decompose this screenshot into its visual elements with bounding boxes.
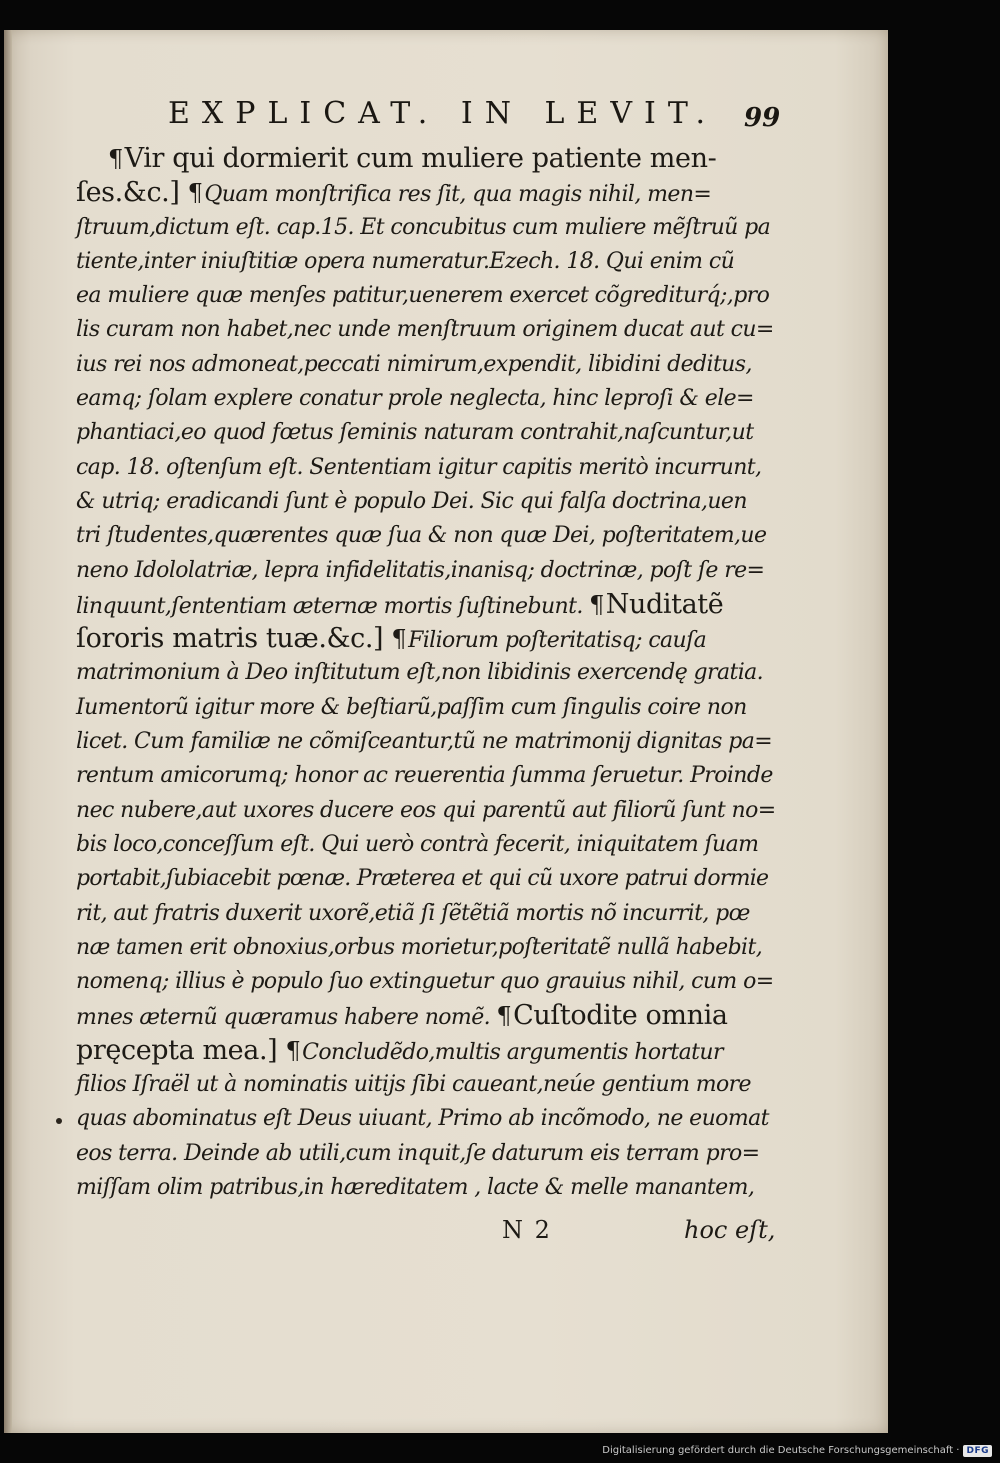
text-segment: neno Idololatriæ, lepra infidelitatis,inanisq; doctrinæ, poſt ſe re= [76,557,765,583]
text-segment: tiente,inter iniuſtitiæ opera numeratur.Ezech. 18. Qui enim cũ [76,248,735,274]
text-segment: eamq; ſolam explere conatur prole neglecta, hinc leproſi & ele= [76,386,754,412]
text-segment: Nuditatẽ [605,588,724,620]
text-segment: & utriq; eradicandi ſunt è populo Dei. Sic qui falſa doctrina,uen [76,488,747,514]
text-segment: linquunt,ſententiam æternæ mortis ſuſtinebunt. [76,593,590,619]
text-line [76,279,776,313]
text-segment: licet. Cum familiæ ne cõmiſceantur,tũ ne matrimonij dignitas pa= [76,729,773,755]
text-line [76,588,776,622]
text-line [76,622,776,656]
text-segment: tri ſtudentes,quærentes quæ ſua & non quæ Dei, poſteritatem,ue [76,523,767,549]
text-segment: filios Iſraël ut à nominatis uitijs ſibi caueant,neúe gentium more [76,1072,751,1098]
text-segment: Quam monſtrifica res ſit, qua magis nihil, men= [204,182,712,208]
text-segment: Iumentorũ igitur more & beſtiarũ,paſſim cum ſingulis coire non [76,694,747,720]
folio-number: 99 [744,103,781,133]
text-line [76,211,776,245]
text-segment: pręcepta mea.] [76,1034,286,1066]
text-segment: bis loco,conceſſum eſt. Qui uerò contrà fecerit, iniquitatem ſuam [76,831,759,857]
text-segment: quas abominatus eſt Deus uiuant, Primo ab incõmodo, ne euomat [76,1106,769,1132]
text-segment: Vir qui dormierit cum muliere patiente men‑ [124,143,717,174]
text-segment: ius rei nos admoneat,peccati nimirum,expendit, libidini deditus, [76,351,752,377]
text-segment: Cuſtodite omnia [513,1000,728,1032]
text-segment: rentum amicorumq; honor ac reuerentia ſumma ſeruetur. Proinde [76,763,773,789]
pilcrow-mark: ¶ [285,1036,301,1065]
text-line [76,862,776,896]
text-segment: matrimonium à Deo inſtitutum eſt,non libidinis exercendę gratia. [76,660,764,686]
text-segment: Concludẽdo,multis argumentis hortatur [302,1039,723,1065]
text-line [76,794,776,828]
signature-mark: N 2 [502,1216,552,1244]
text-line [76,965,776,999]
text-line [76,828,776,862]
text-line [76,313,776,347]
text-segment: rit, aut fratris duxerit uxorẽ,etiã ſi ſẽtẽtiã mortis nõ incurrit, pœ [76,900,750,926]
pilcrow-mark: ¶ [391,625,407,654]
text-line [76,1034,776,1068]
text-line [76,725,776,759]
text-line [76,999,776,1033]
text-segment: ſes.&c.] [76,177,188,209]
text-segment: portabit,ſubiacebit pœnæ. Præterea et qui cũ uxore patrui dormie [76,866,769,892]
dfg-logo: DFG [963,1445,992,1457]
text-segment: nec nubere,aut uxores ducere eos qui parentũ aut filiorũ ſunt no= [76,797,776,823]
text-line [76,519,776,553]
text-segment: næ tamen erit obnoxius,orbus morietur,poſteritatẽ nullã habebit, [76,934,763,960]
text-line [76,691,776,725]
text-line [76,142,776,176]
text-segment: cap. 18. oſtenſum eſt. Sententiam igitur capitis meritò incurrunt, [76,454,762,480]
text-line [76,382,776,416]
text-segment: ea muliere quæ menſes patitur,uenerem exercet cõgrediturq́;,pro [76,283,770,309]
text-line [76,554,776,588]
pilcrow-mark: ¶ [187,179,203,208]
text-line [76,485,776,519]
catchword: hoc eſt, [684,1216,776,1244]
text-line [76,931,776,965]
text-line [76,1102,776,1136]
text-line [76,416,776,450]
digitization-footer [602,1442,992,1459]
text-line [76,1171,776,1205]
text-segment: miſſam olim patribus,in hæreditatem , lacte & melle manantem, [76,1174,755,1200]
text-line [76,759,776,793]
text-line [76,1068,776,1102]
text-segment: ſtruum,dictum eſt. cap.15. Et concubitus cum muliere mẽſtruũ pa [76,214,771,240]
text-segment: phantiaci,eo quod fœtus ſeminis naturam contrahit,naſcuntur,ut [76,420,754,446]
footer-credit-text: Digitalisierung gefördert durch die Deutsche Forschungsgemeinschaft · [602,1445,960,1456]
text-segment: Filiorum poſteritatisq; cauſa [408,628,707,654]
text-line [76,656,776,690]
text-segment: mnes æternũ quæramus habere nomẽ. [76,1005,497,1031]
text-segment: nomenq; illius è populo ſuo extinguetur quo grauius nihil, cum o= [76,969,774,995]
pilcrow-mark: ¶ [589,590,604,619]
margin-dot-mark [56,1118,62,1124]
page-gutter-edge [4,30,12,1433]
body-text [76,142,776,1205]
text-segment: ſororis matris tuæ.&c.] [76,623,392,655]
text-segment: eos terra. Deinde ab utili,cum inquit,ſe daturum eis terram pro= [76,1140,760,1166]
text-line [76,348,776,382]
pilcrow-mark: ¶ [108,145,123,173]
text-segment: lis curam non habet,nec unde menſtruum originem ducat aut cu= [76,317,774,343]
pilcrow-mark: ¶ [496,1002,512,1031]
text-line [76,176,776,210]
text-line [76,451,776,485]
text-line [76,245,776,279]
text-line [76,897,776,931]
text-line [76,1137,776,1171]
running-head: EXPLICAT. IN LEVIT. [168,96,717,131]
